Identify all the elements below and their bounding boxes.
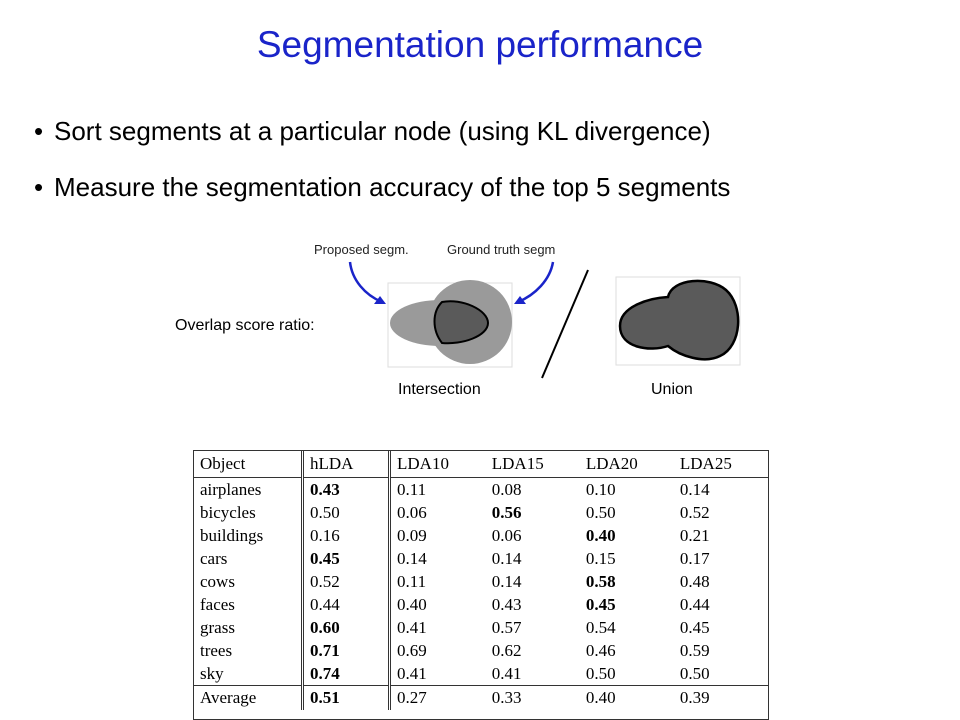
score-cell: 0.45: [679, 617, 710, 637]
score-cell: 0.48: [679, 571, 710, 591]
object-cell: grass: [194, 616, 303, 639]
table-row: [194, 662, 768, 686]
score-cell: 0.40: [585, 525, 616, 545]
score-cell: 0.15: [585, 548, 616, 568]
slide-title: Segmentation performance: [256, 24, 704, 65]
bullet-icon: •: [34, 116, 44, 146]
union-label: Union: [651, 381, 693, 398]
table-row: [194, 524, 768, 547]
score-cell: 0.41: [397, 617, 427, 637]
score-cell: 0.40: [580, 686, 674, 711]
object-cell: airplanes: [194, 478, 303, 502]
score-cell: 0.50: [303, 501, 390, 524]
arrow-icon: [518, 262, 553, 302]
table-row: [194, 501, 768, 524]
overlap-label: Overlap score ratio:: [175, 317, 315, 334]
score-cell: 0.27: [390, 686, 486, 711]
score-cell: 0.39: [674, 686, 768, 711]
intersection-label: Intersection: [398, 381, 481, 398]
score-cell: 0.10: [585, 479, 616, 499]
table-header-row: [194, 451, 768, 478]
score-cell: 0.17: [679, 548, 710, 568]
score-cell: 0.06: [397, 502, 427, 522]
score-cell: 0.33: [486, 686, 580, 711]
object-cell: bicycles: [194, 501, 303, 524]
object-cell: cars: [194, 547, 303, 570]
table-row: [194, 547, 768, 570]
average-row: [194, 686, 768, 711]
score-cell: 0.08: [491, 479, 522, 499]
score-cell: 0.51: [303, 686, 390, 711]
table-row: [194, 478, 768, 502]
score-cell: 0.14: [397, 548, 427, 568]
score-cell: 0.56: [491, 502, 522, 522]
score-cell: 0.14: [491, 571, 522, 591]
table-row: [194, 593, 768, 616]
score-cell: 0.52: [679, 502, 710, 522]
score-cell: 0.41: [397, 663, 427, 683]
score-cell: 0.21: [679, 525, 710, 545]
object-cell: Average: [194, 686, 303, 711]
score-cell: 0.44: [303, 593, 390, 616]
score-cell: 0.14: [679, 479, 710, 499]
header-cell: LDA10: [390, 451, 486, 478]
score-cell: 0.45: [303, 547, 390, 570]
score-cell: 0.09: [397, 525, 427, 545]
score-cell: 0.59: [679, 640, 710, 660]
object-cell: buildings: [194, 524, 303, 547]
bullet-icon: •: [34, 172, 44, 202]
score-cell: 0.41: [491, 663, 522, 683]
score-cell: 0.45: [585, 594, 616, 614]
score-cell: 0.58: [585, 571, 616, 591]
score-cell: 0.11: [397, 571, 427, 591]
score-cell: 0.44: [679, 594, 710, 614]
score-cell: 0.50: [679, 663, 710, 683]
score-cell: 0.52: [303, 570, 390, 593]
bullet-text: Sort segments at a particular node (using KL divergence): [54, 116, 711, 146]
table-row: [194, 570, 768, 593]
header-cell: LDA25: [674, 451, 768, 478]
score-cell: 0.43: [491, 594, 522, 614]
score-cell: 0.54: [585, 617, 616, 637]
object-cell: faces: [194, 593, 303, 616]
arrow-icon: [350, 262, 382, 302]
score-cell: 0.16: [303, 524, 390, 547]
score-cell: 0.71: [303, 639, 390, 662]
score-cell: 0.69: [397, 640, 427, 660]
division-line: [542, 270, 588, 378]
score-cell: 0.50: [585, 663, 616, 683]
score-cell: 0.57: [491, 617, 522, 637]
bullet-text: Measure the segmentation accuracy of the top 5 segments: [54, 172, 731, 202]
score-cell: 0.60: [303, 616, 390, 639]
score-cell: 0.06: [491, 525, 522, 545]
score-cell: 0.74: [303, 662, 390, 686]
score-cell: 0.14: [491, 548, 522, 568]
header-cell: Object: [194, 451, 303, 478]
score-cell: 0.46: [585, 640, 616, 660]
header-cell: LDA20: [580, 451, 674, 478]
score-cell: 0.11: [397, 479, 427, 499]
object-cell: trees: [194, 639, 303, 662]
score-cell: 0.62: [491, 640, 522, 660]
table-row: [194, 616, 768, 639]
table-row: [194, 639, 768, 662]
object-cell: sky: [194, 662, 303, 686]
score-cell: 0.43: [303, 478, 390, 502]
header-cell: LDA15: [486, 451, 580, 478]
proposed-label: Proposed segm.: [314, 242, 409, 257]
ground-truth-label: Ground truth segm: [447, 242, 556, 257]
header-cell: hLDA: [303, 451, 390, 478]
score-cell: 0.50: [585, 502, 616, 522]
results-table: [193, 450, 769, 720]
score-cell: 0.40: [397, 594, 427, 614]
object-cell: cows: [194, 570, 303, 593]
